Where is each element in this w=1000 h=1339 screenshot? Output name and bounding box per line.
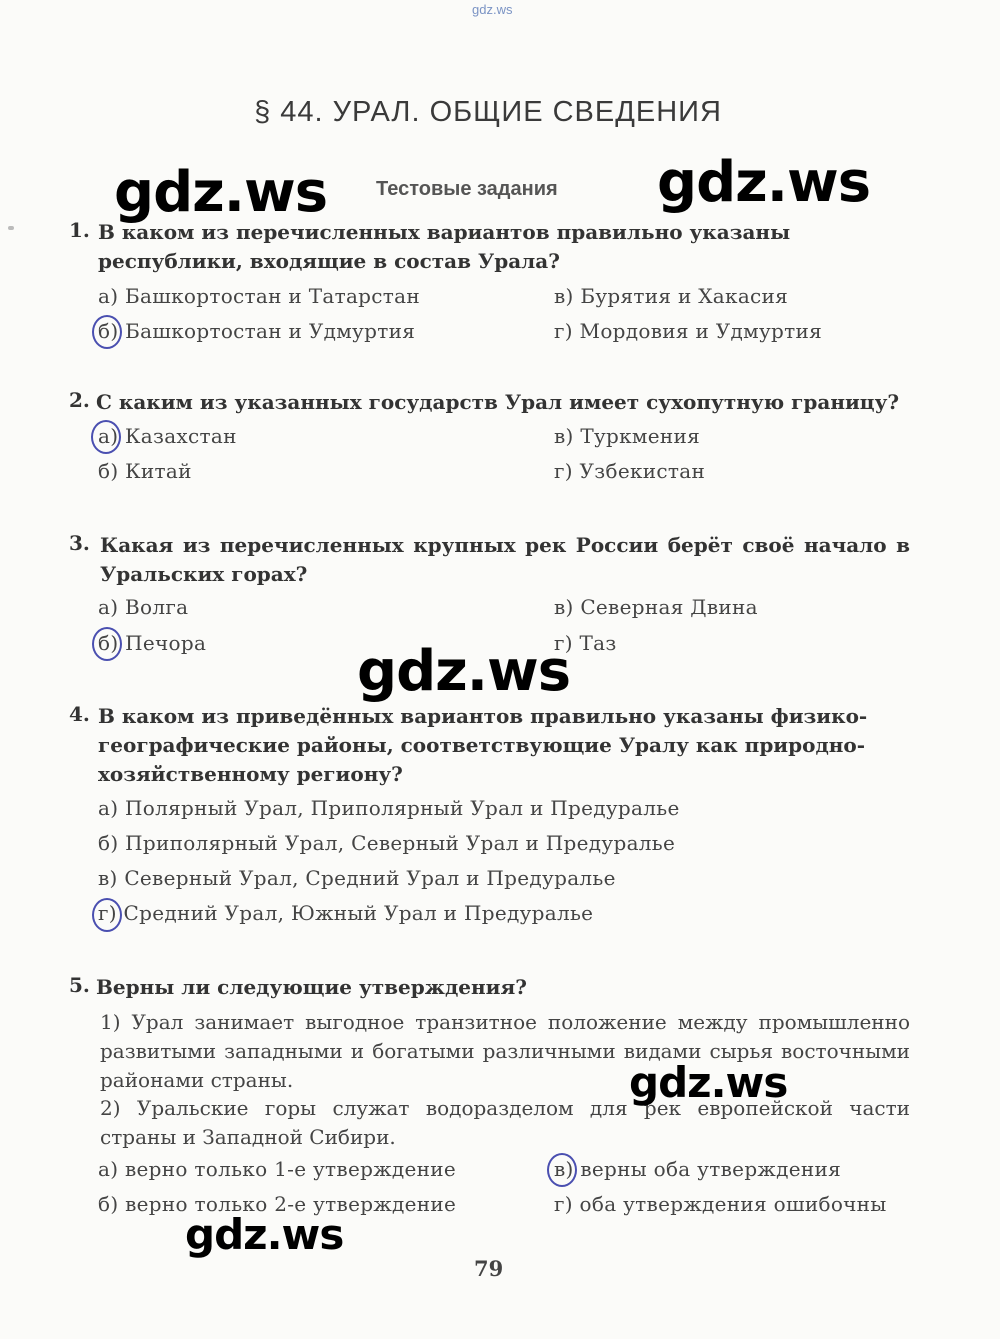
question-2-option-b: б) Китай (98, 459, 192, 483)
question-1-option-a: а) Башкортостан и Татарстан (98, 284, 420, 308)
question-2-option-a: а) Казахстан (98, 424, 237, 448)
question-2-number: 2. (69, 388, 90, 412)
question-4-option-v: в) Северный Урал, Средний Урал и Предуралье (98, 866, 616, 890)
paper-speck (8, 226, 14, 230)
answer-circle-mark (91, 420, 121, 454)
page-heading: § 44. УРАЛ. ОБЩИЕ СВЕДЕНИЯ (254, 96, 722, 128)
question-4-number: 4. (69, 702, 90, 726)
watermark-5: gdz.ws (185, 1210, 344, 1259)
watermark-1: gdz.ws (114, 160, 328, 225)
question-1-option-v: в) Бурятия и Хакасия (554, 284, 789, 308)
answer-circle-mark (547, 1153, 577, 1187)
answer-circle-mark (92, 627, 122, 661)
question-3-number: 3. (69, 531, 90, 555)
question-1-number: 1. (69, 218, 90, 242)
question-4-text: В каком из приведённых вариантов правильно указаны физико-географические районы, соответствующие Уралу как природно-хозяйственному региону? (98, 704, 868, 786)
question-1-option-b: б) Башкортостан и Удмуртия (98, 319, 416, 343)
question-5-option-g: г) оба утверждения ошибочны (554, 1192, 887, 1216)
watermark-3: gdz.ws (357, 639, 571, 704)
page-number: 79 (474, 1256, 504, 1281)
question-4-option-b: б) Приполярный Урал, Северный Урал и Предуралье (98, 831, 676, 855)
question-1-option-g: г) Мордовия и Удмуртия (554, 319, 823, 343)
question-5-statement-2: 2) Уральские горы служат водоразделом для рек европейской части страны и Западной Сибири. (100, 1096, 910, 1149)
question-3-option-v: в) Северная Двина (554, 595, 758, 619)
question-3-option-b: б) Печора (98, 631, 207, 655)
question-2-text: С каким из указанных государств Урал имеет сухопутную границу? (96, 390, 900, 414)
question-2-option-g: г) Узбекистан (554, 459, 706, 483)
question-5-statement-1: 1) Урал занимает выгодное транзитное положение между промышленно развитыми западными и богатыми различными видами сырья восточными районами страны. (100, 1010, 910, 1092)
question-5-number: 5. (69, 973, 90, 997)
question-5-option-a: а) верно только 1-е утверждение (98, 1157, 457, 1181)
question-4-option-a: а) Полярный Урал, Приполярный Урал и Предуралье (98, 796, 680, 820)
question-1-text: В каком из перечисленных вариантов правильно указаны республики, входящие в состав Урала? (98, 220, 791, 273)
question-3-option-g: г) Таз (554, 631, 617, 655)
answer-circle-mark (92, 315, 122, 349)
answer-circle-mark (92, 898, 122, 932)
question-2-option-v: в) Туркмения (554, 424, 701, 448)
question-4-option-g: г) Средний Урал, Южный Урал и Предуралье (98, 901, 594, 925)
question-5-text: Верны ли следующие утверждения? (96, 975, 527, 999)
watermark-2: gdz.ws (657, 150, 871, 215)
question-5-option-b: б) верно только 2-е утверждение (98, 1192, 457, 1216)
top-watermark: gdz.ws (472, 2, 513, 17)
section-subheading: Тестовые задания (376, 178, 558, 200)
watermark-4: gdz.ws (629, 1058, 788, 1107)
question-3-option-a: а) Волга (98, 595, 189, 619)
question-5-option-v: в) верны оба утверждения (554, 1157, 842, 1181)
question-3-text: Какая из перечисленных крупных рек России берёт своё начало в Уральских горах? (100, 533, 910, 586)
